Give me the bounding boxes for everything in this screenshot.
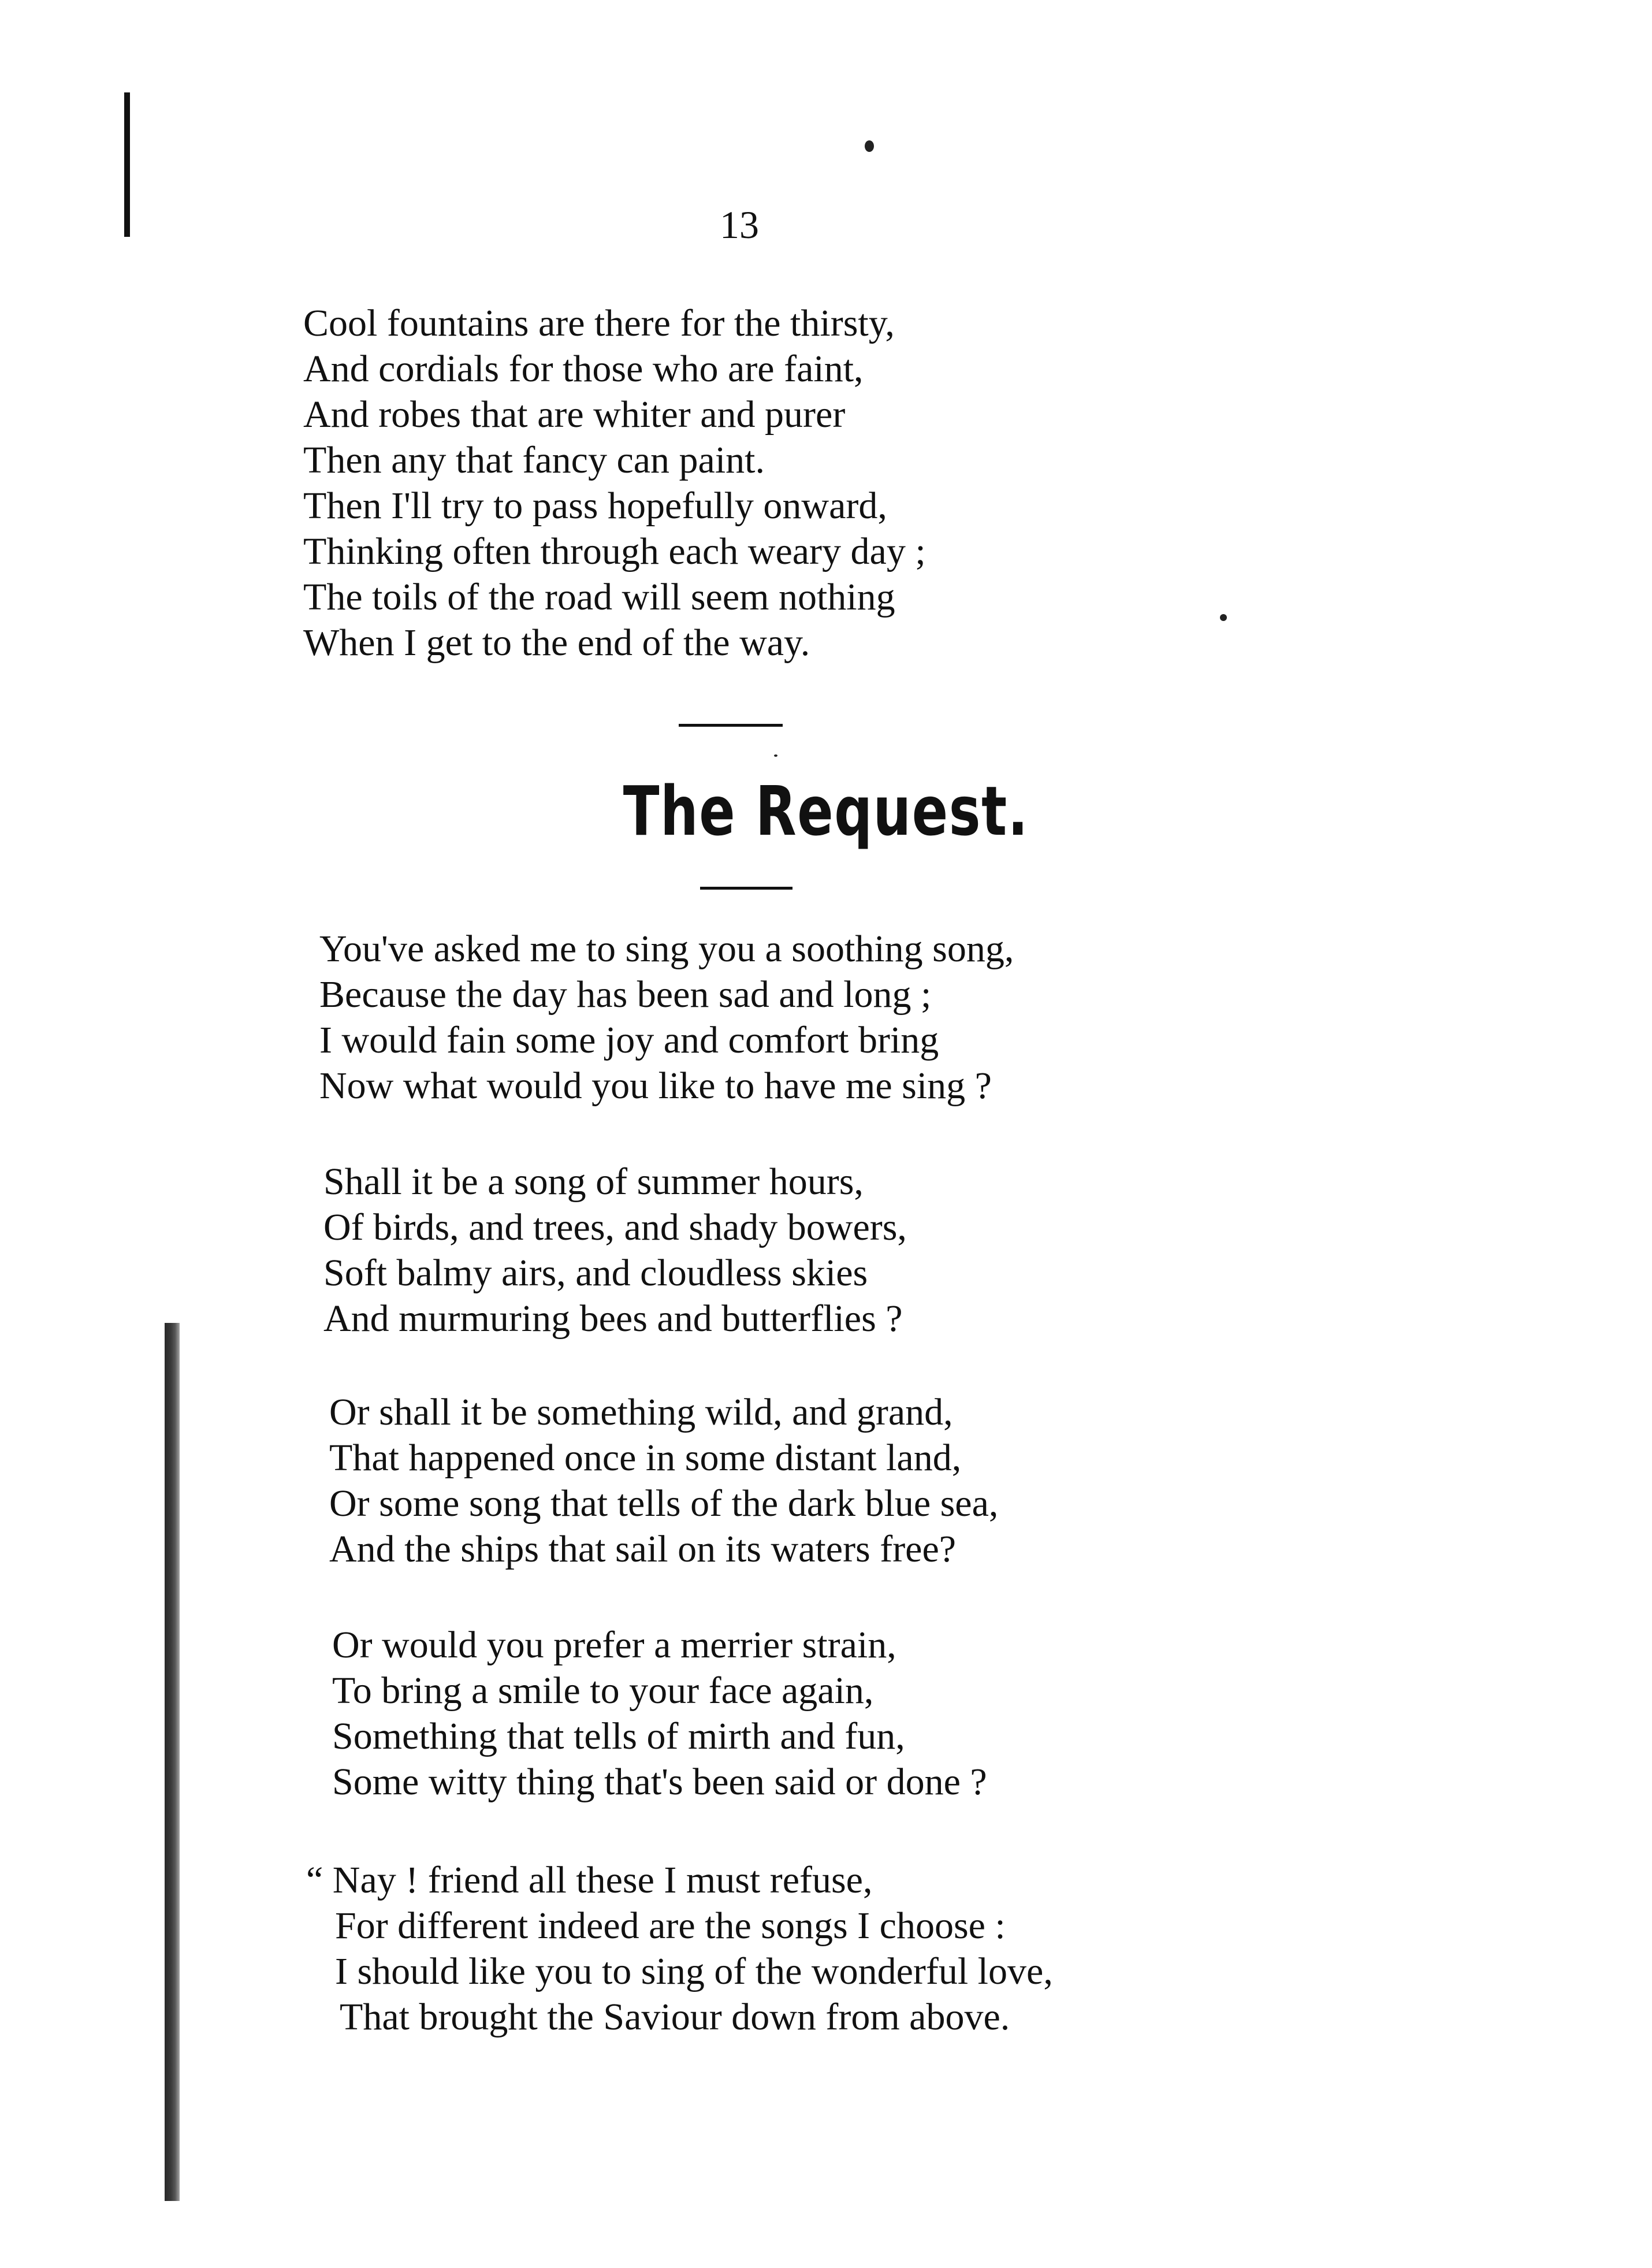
poem-line: Thinking often through each weary day ;: [303, 530, 926, 572]
poem-line: You've asked me to sing you a soothing song,: [319, 928, 1014, 970]
poem-line: That brought the Saviour down from above.: [340, 1996, 1010, 2038]
poem-line: And cordials for those who are faint,: [303, 348, 864, 390]
poem-line: Some witty thing that's been said or done ?: [332, 1761, 987, 1803]
scan-speck: [865, 140, 874, 152]
poem-line: Then I'll try to pass hopefully onward,: [303, 485, 887, 527]
stanza-3: [329, 1389, 998, 1572]
poem-line: Or would you prefer a merrier strain,: [332, 1624, 896, 1666]
poem-line: When I get to the end of the way.: [303, 622, 810, 664]
poem-title: The Request.: [623, 771, 1029, 851]
poem-line: And the ships that sail on its waters free?: [329, 1528, 957, 1570]
scan-speck: [774, 754, 777, 757]
scan-speck: [1220, 614, 1227, 621]
poem-line: I should like you to sing of the wonderful love,: [335, 1950, 1053, 1992]
poem-line: “ Nay ! friend all these I must refuse,: [306, 1859, 873, 1901]
poem-line: Soft balmy airs, and cloudless skies: [323, 1252, 868, 1294]
poem-line: The toils of the road will seem nothing: [303, 576, 895, 618]
page-number: 13: [720, 203, 759, 247]
poem-line: Cool fountains are there for the thirsty,: [303, 302, 895, 344]
poem-line: Shall it be a song of summer hours,: [323, 1161, 864, 1203]
poem-line: Or shall it be something wild, and grand,: [329, 1391, 953, 1433]
poem-line: Then any that fancy can paint.: [303, 439, 765, 481]
scan-binding-edge: [165, 1323, 180, 2201]
poem-line: Or some song that tells of the dark blue sea,: [329, 1482, 999, 1525]
poem-line: Of birds, and trees, and shady bowers,: [323, 1206, 907, 1248]
scan-binding-mark-top: [124, 92, 130, 237]
stanza-2: [323, 1159, 907, 1341]
poem-line: Because the day has been sad and long ;: [319, 973, 932, 1016]
poem-line: Something that tells of mirth and fun,: [332, 1715, 905, 1757]
poem-line: To bring a smile to your face again,: [332, 1670, 874, 1712]
divider-rule: [700, 887, 792, 890]
poem-line: Now what would you like to have me sing ?: [319, 1065, 992, 1107]
poem-line: For different indeed are the songs I choose :: [335, 1905, 1006, 1947]
poem-line: And robes that are whiter and purer: [303, 393, 846, 436]
poem-ending: [303, 300, 926, 665]
stanza-5: [306, 1857, 1053, 2040]
poem-line: And murmuring bees and butterflies ?: [323, 1297, 903, 1340]
poem-line: I would fain some joy and comfort bring: [319, 1019, 939, 1061]
divider-rule: [679, 724, 783, 727]
stanza-4: [332, 1622, 987, 1805]
stanza-1: [319, 926, 1014, 1109]
poem-line: That happened once in some distant land,: [329, 1437, 962, 1479]
